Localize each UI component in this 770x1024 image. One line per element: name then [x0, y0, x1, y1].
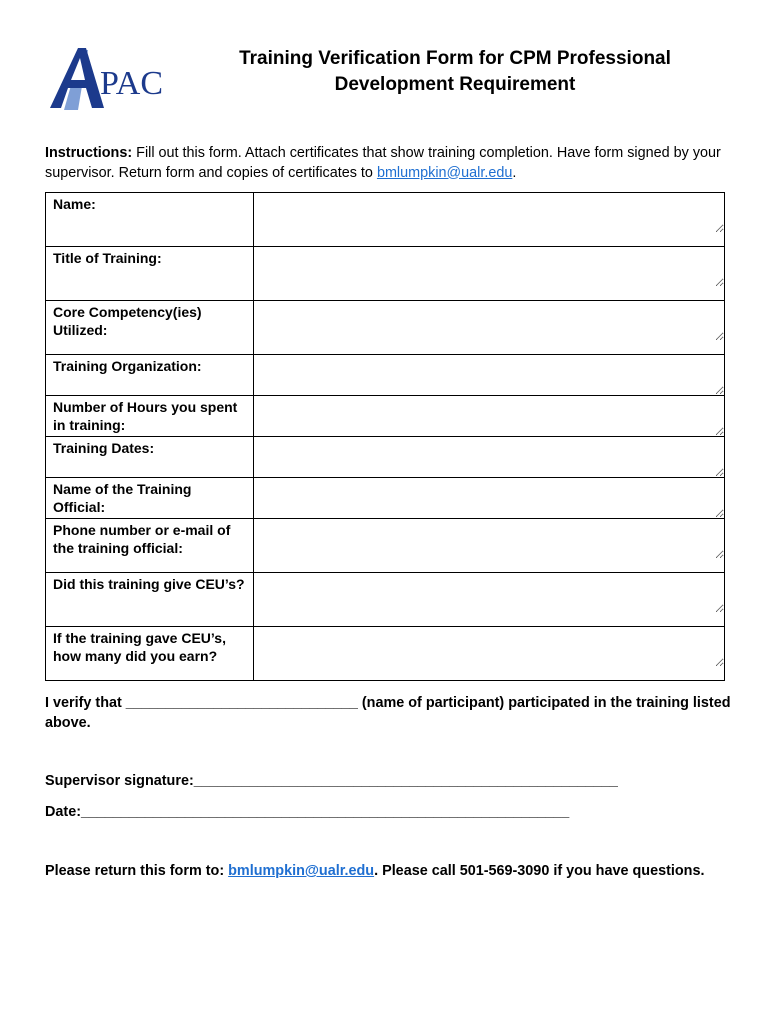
- instructions-text: Fill out this form. Attach certificates that show training completion. Have form signed by your supervisor. Return form and copies of certificates to: [45, 145, 721, 181]
- form-cell-competency: [254, 301, 725, 355]
- date-line: [45, 804, 569, 820]
- form-cell-dates: [254, 437, 725, 478]
- instructions-end: .: [512, 164, 517, 181]
- form-row-contact: [46, 519, 725, 573]
- instructions-email-link[interactable]: bmlumpkin@ualr.edu: [376, 164, 513, 181]
- form-cell-ceu: [254, 573, 725, 627]
- return-email-link[interactable]: bmlumpkin@ualr.edu: [228, 863, 375, 879]
- form-label-contact: Phone number or e-mail of the training official:: [46, 519, 254, 573]
- supervisor-signature-label: Supervisor signature:: [45, 773, 194, 789]
- return-suffix: . Please call 501-569-3090 if you have questions.: [374, 863, 705, 879]
- form-label-ceu: Did this training give CEU’s?: [46, 573, 254, 627]
- core-competency-field[interactable]: [254, 301, 724, 341]
- training-dates-field[interactable]: [254, 437, 724, 477]
- form-row-hours: [46, 396, 725, 437]
- apac-logo-graphic: [48, 44, 174, 112]
- form-row-organization: [46, 355, 725, 396]
- return-instructions: [45, 861, 735, 881]
- return-prefix: Please return this form to:: [45, 863, 229, 879]
- title-line-1: Training Verification Form for CPM Professional: [239, 48, 671, 69]
- training-official-field[interactable]: [254, 478, 724, 518]
- date-blank[interactable]: _____________________________________________________________: [80, 804, 570, 820]
- form-label-hours: Number of Hours you spent in training:: [46, 396, 254, 437]
- form-cell-name: [254, 193, 725, 247]
- form-row-dates: [46, 437, 725, 478]
- supervisor-signature-line: [45, 773, 618, 789]
- ceu-given-field[interactable]: [254, 573, 724, 613]
- official-contact-field[interactable]: [254, 519, 724, 559]
- form-cell-organization: [254, 355, 725, 396]
- apac-logo: [48, 44, 174, 112]
- date-label: Date:: [45, 804, 81, 820]
- instructions-label: Instructions:: [45, 145, 133, 161]
- ceu-count-field[interactable]: [254, 627, 724, 667]
- supervisor-signature-blank[interactable]: _____________________________________________________: [193, 773, 618, 789]
- form-cell-ceu-count: [254, 627, 725, 681]
- form-row-title: [46, 247, 725, 301]
- form-row-official: [46, 478, 725, 519]
- form-label-dates: Training Dates:: [46, 437, 254, 478]
- form-row-ceu: [46, 573, 725, 627]
- training-form-table: [45, 192, 725, 681]
- name-field[interactable]: [254, 193, 724, 233]
- form-row-name: [46, 193, 725, 247]
- instructions: [45, 144, 735, 183]
- logo-pac-letters: PAC: [100, 65, 164, 102]
- form-cell-official: [254, 478, 725, 519]
- form-label-name: Name:: [46, 193, 254, 247]
- verify-prefix: I verify that: [45, 695, 126, 711]
- training-organization-field[interactable]: [254, 355, 724, 395]
- form-cell-contact: [254, 519, 725, 573]
- form-cell-title: [254, 247, 725, 301]
- form-label-competency: Core Competency(ies) Utilized:: [46, 301, 254, 355]
- verification-statement: [45, 693, 735, 733]
- form-row-competency: [46, 301, 725, 355]
- form-row-ceu-count: [46, 627, 725, 681]
- participant-name-blank[interactable]: _____________________________: [125, 695, 358, 711]
- hours-field[interactable]: [254, 396, 724, 436]
- page-title: [190, 46, 720, 98]
- title-line-2: Development Requirement: [334, 74, 576, 95]
- form-label-official: Name of the Training Official:: [46, 478, 254, 519]
- form-label-title: Title of Training:: [46, 247, 254, 301]
- training-title-field[interactable]: [254, 247, 724, 287]
- form-label-ceu-count: If the training gave CEU’s, how many did you earn?: [46, 627, 254, 681]
- form-label-organization: Training Organization:: [46, 355, 254, 396]
- verify-suffix: (name of participant) participated in the training listed above.: [45, 695, 731, 731]
- form-cell-hours: [254, 396, 725, 437]
